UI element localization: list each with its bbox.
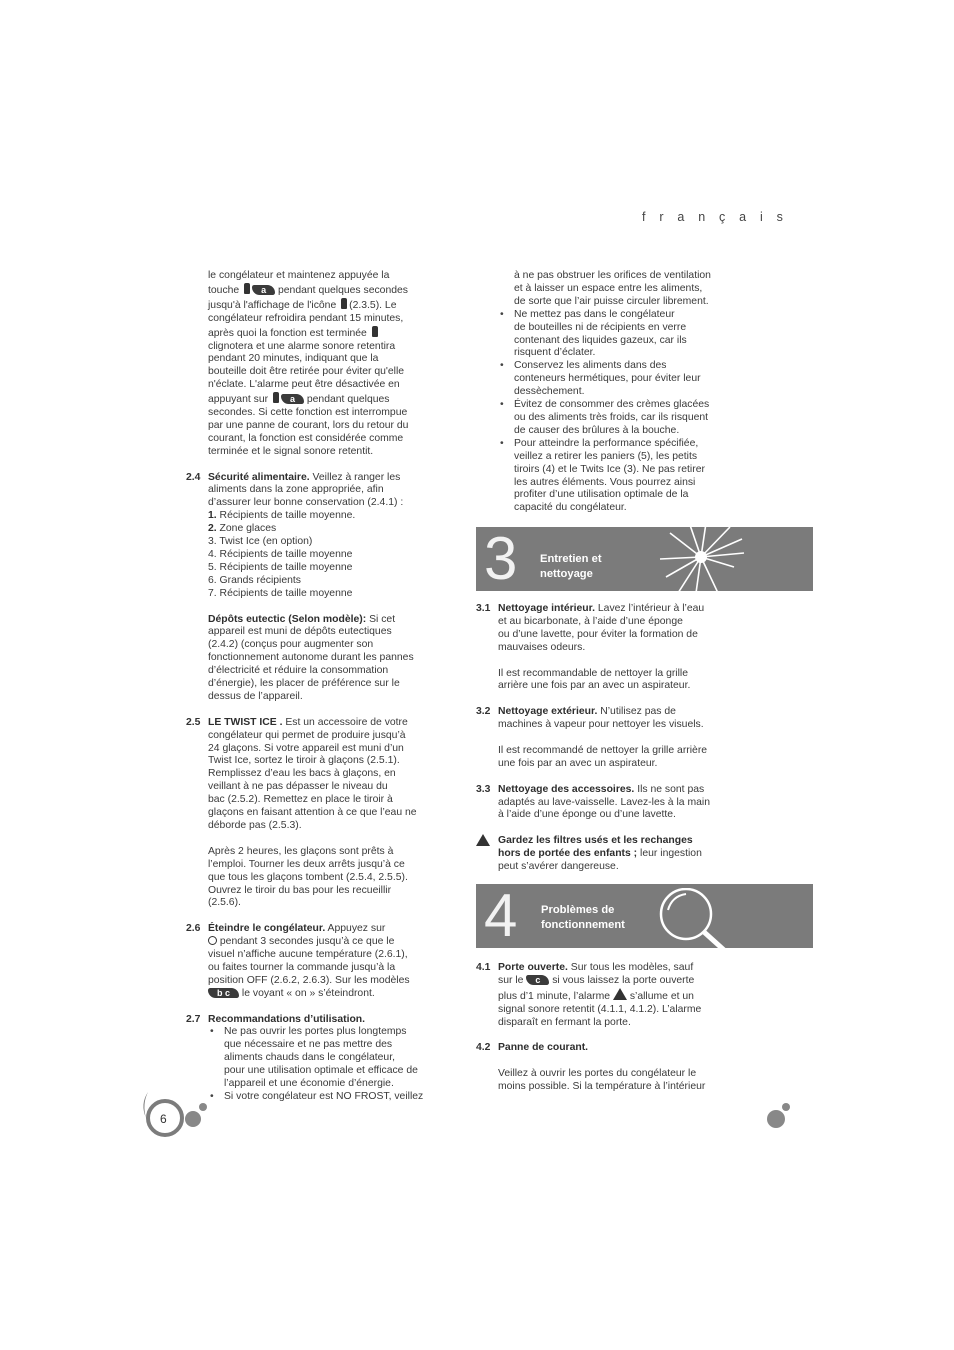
list-item — [208, 549, 436, 562]
text-line: machines à vapeur pour nettoyer les visuels. — [498, 719, 704, 731]
text-line: (2.4.2) (conçus pour augmenter son — [208, 639, 374, 651]
section-2-7 — [186, 1014, 436, 1027]
text-line: à l’aide d’une éponge ou d’une lavette. — [498, 809, 676, 821]
list-item — [208, 536, 436, 549]
text-line: Veillez à ouvrir les portes du congélateur le — [498, 1068, 697, 1080]
item-text: Zone glaces — [216, 523, 277, 535]
text-line: et au bicarbonate, à l’aide d’une éponge — [498, 615, 683, 627]
text-line: • Ne mettez pas dans le congélateur — [514, 308, 675, 320]
text-line: Il est recommandable de nettoyer la grille — [498, 667, 689, 679]
list-item — [208, 523, 436, 536]
section-number: 4.1 — [476, 962, 491, 973]
text-line: terminée et le signal sonore retentit. — [208, 445, 374, 457]
text-span: sur le — [498, 974, 524, 986]
text-line — [208, 936, 436, 949]
text-line: aliments dans la zone appropriée, afin — [208, 484, 384, 496]
text-line: Ouvrez le tiroir du bas pour les recueillir — [208, 884, 392, 896]
item-number: 6. — [208, 574, 217, 586]
text-line: que tous les glaçons tombent (2.5.4, 2.5.5). — [208, 871, 408, 883]
subsection-title: Dépôts eutectic (Selon modèle): — [208, 613, 367, 625]
text-line: visuel n’affiche aucune température (2.6.1), — [208, 949, 408, 961]
text-line: Après 2 heures, les glaçons sont prêts à — [208, 845, 394, 857]
section-number: 3.3 — [476, 783, 491, 795]
text-line: • Pour atteindre la performance spécifiée, — [514, 437, 699, 449]
item-text: Récipients de taille moyenne — [216, 549, 353, 561]
text-line: dessèchement. — [514, 386, 585, 398]
text-line: Twist Ice, sortez le tiroir à glaçons (2.5.1). — [208, 755, 400, 767]
text-line — [498, 975, 726, 988]
item-number: 3. — [208, 536, 217, 548]
text-line — [498, 603, 726, 616]
text-line — [498, 706, 726, 719]
text-span: Veillez à ranger les — [309, 471, 401, 483]
text-line: conteneurs hermétiques, pour éviter leur — [514, 373, 701, 385]
text-span: Appuyez sur — [325, 923, 386, 935]
text-line: risquent d’éclater. — [514, 347, 596, 359]
text-line: moins possible. Si la température à l’intérieur — [498, 1081, 706, 1093]
text-line — [498, 988, 726, 1004]
chapter-title-line: fonctionnement — [541, 919, 625, 931]
list-item — [224, 1091, 436, 1104]
power-icon — [208, 936, 217, 945]
bottle-icon — [341, 298, 347, 309]
text-line: de bouteilles ni de récipients en verre — [514, 321, 687, 333]
text-line — [498, 1042, 726, 1055]
text-line: ou des aliments très froids, car ils risquent — [514, 411, 709, 423]
section-number: 3.2 — [476, 706, 491, 718]
section-number: 2.4 — [186, 471, 201, 483]
text-line — [208, 326, 436, 341]
section-4-content — [476, 962, 726, 1094]
text-line — [208, 283, 436, 298]
text-span: appuyant sur — [208, 394, 269, 406]
recommendations-list — [186, 1026, 436, 1103]
text-line — [208, 472, 436, 485]
page-number: 6 — [160, 1112, 167, 1126]
text-line: d’électricité et réduire la consommation — [208, 665, 389, 677]
text-span: jusqu'à l'affichage de l'icône — [208, 299, 337, 311]
text-line — [208, 1014, 436, 1027]
right-column — [476, 270, 726, 515]
text-line: bouteille doit être retirée pour éviter qu'elle — [208, 366, 405, 378]
text-line: ou d’une lavette, pour éviter la formation de — [498, 628, 698, 640]
text-span: pendant quelques secondes — [278, 284, 408, 296]
text-span: Lavez l’intérieur à l’eau — [595, 603, 705, 614]
section-number: 3.1 — [476, 603, 491, 614]
text-line: n'éclate. L'alarme peut être désactivée en — [208, 379, 400, 391]
text-span: le voyant « on » s’éteindront. — [239, 987, 375, 999]
text-line: et à laisser un espace entre les aliments, — [514, 282, 703, 294]
list-item — [514, 309, 726, 361]
text-span: si vous laissez la porte ouverte — [549, 974, 695, 986]
text-line: veillant à ne pas dépasser le niveau du — [208, 781, 388, 793]
text-line: mauvaises odeurs. — [498, 641, 586, 653]
text-line: adaptés au lave-vaisselle. Lavez-les à la main — [498, 796, 710, 808]
text-line: congélateur refroidira pendant 15 minutes, — [208, 312, 404, 324]
chapter-title — [541, 903, 625, 933]
text-span: s’allume et un — [626, 990, 694, 1002]
text-line: • Conservez les aliments dans des — [514, 360, 667, 372]
text-line: tiroirs (4) et le Twits Ice (3). Ne pas retirer — [514, 463, 705, 475]
text-line: fonctionnement autonome durant les pannes — [208, 652, 414, 664]
text-span: Sur tous les modèles, sauf — [567, 962, 694, 973]
section-title: Recommandations d’utilisation. — [208, 1013, 366, 1025]
button-bc-icon: b c — [208, 988, 239, 998]
button-c-icon: c — [526, 975, 549, 985]
text-line: de sorte que l’air puisse circuler librement. — [514, 295, 709, 307]
section-3-2 — [476, 706, 726, 771]
section-title: Nettoyage extérieur. — [498, 706, 598, 718]
button-a-icon: a — [281, 394, 304, 404]
warning-text: hors de portée des enfants ; — [498, 848, 638, 860]
text-span: Si cet — [366, 613, 396, 625]
text-line: disparaît en fermant la porte. — [498, 1016, 631, 1028]
item-number: 2. — [208, 523, 217, 535]
list-item — [208, 510, 436, 523]
text-line: • Évitez de consommer des crèmes glacées — [514, 399, 710, 411]
text-line: capacité du congélateur. — [514, 502, 627, 514]
text-line: dessus de l’appareil. — [208, 690, 303, 702]
text-span: Est un accessoire de votre — [282, 716, 408, 728]
list-item — [208, 575, 436, 588]
text-line: signal sonore retentit (4.1.1, 4.1.2). L’alarme — [498, 1003, 702, 1015]
section-number: 2.5 — [186, 716, 201, 728]
intro-paragraph — [208, 270, 436, 459]
item-text: Récipients de taille moyenne. — [216, 510, 356, 522]
text-span: (2.3.5). Le — [349, 299, 397, 311]
text-line: veillez a retirer les paniers (5), les petits — [514, 450, 698, 462]
chapter-number: 3 — [484, 527, 518, 591]
text-line: secondes. Si cette fonction est interrompue — [208, 407, 408, 419]
dot-icon — [767, 1110, 785, 1128]
section-number: 2.7 — [186, 1013, 201, 1025]
text-line: arrière une fois par an avec un aspirateur. — [498, 680, 691, 692]
dot-icon — [199, 1103, 207, 1111]
warning-text: Gardez les filtres usés et les rechanges — [498, 835, 693, 847]
text-line: les autres éléments. Vous pourrez ainsi — [514, 476, 696, 488]
text-span: Ils ne sont pas — [634, 783, 705, 795]
text-line — [208, 988, 436, 1001]
section-4-2 — [476, 1042, 726, 1094]
item-number: 1. — [208, 510, 217, 522]
text-line — [208, 717, 436, 730]
section-title: Nettoyage intérieur. — [498, 603, 596, 614]
text-line — [208, 923, 436, 936]
item-text: Récipients de taille moyenne — [216, 561, 353, 573]
text-line — [498, 848, 726, 861]
section-2-6 — [186, 923, 436, 1000]
section-title: Panne de courant. — [498, 1042, 589, 1054]
left-column — [186, 270, 436, 1104]
section-3-3 — [476, 784, 726, 823]
list-item — [224, 1026, 436, 1091]
text-line: pendant 20 minutes, indiquant que la — [208, 353, 379, 365]
text-line: peut s’avérer dangereuse. — [498, 861, 619, 873]
item-number: 5. — [208, 561, 217, 573]
text-line: l’emploi. Tourner les deux arrêts jusqu’à ce — [208, 858, 405, 870]
button-a-icon: a — [252, 285, 275, 295]
magnifier-icon — [656, 888, 736, 948]
section-2-4 — [186, 472, 436, 704]
text-line — [208, 392, 436, 407]
text-line: une fois par an avec un aspirateur. — [498, 757, 658, 769]
item-number: 7. — [208, 587, 217, 599]
chapter-title — [540, 552, 602, 582]
list-item — [208, 588, 436, 601]
text-line: courant, la fonction est considérée comme — [208, 432, 404, 444]
chapter-title-line: Entretien et — [540, 553, 602, 565]
text-line: clignotera et une alarme sonore retentira — [208, 340, 396, 352]
dot-icon — [185, 1111, 201, 1127]
text-line: de causer des brûlures à la bouche. — [514, 424, 680, 436]
text-line: pour une utilisation optimale et efficace de — [224, 1065, 418, 1077]
text-line: l’appareil et une économie d’énergie. — [224, 1078, 394, 1090]
text-span: pendant 3 secondes jusqu’à ce que le — [217, 936, 395, 948]
dot-icon — [782, 1103, 790, 1111]
section-4-1 — [476, 962, 726, 1030]
text-span: pendant quelques — [306, 394, 390, 406]
text-line — [498, 835, 726, 848]
text-line: congélateur qui permet de produire jusqu’à — [208, 729, 406, 741]
section-4-banner — [476, 884, 813, 948]
text-line: bac (2.5.2). Remettez en place le tiroir à — [208, 794, 393, 806]
item-text: Grands récipients — [216, 574, 301, 586]
text-line: profiter d’une utilisation optimale de la — [514, 489, 689, 501]
warning-icon — [476, 834, 490, 850]
bottle-icon — [372, 326, 378, 337]
alarm-icon — [613, 988, 627, 1000]
text-line: Il est recommandé de nettoyer la grille arrière — [498, 744, 708, 756]
text-line: le congélateur et maintenez appuyée la — [208, 270, 390, 281]
bottle-icon — [273, 392, 279, 403]
text-span: après quoi la fonction est terminée — [208, 327, 367, 339]
text-line: • Si votre congélateur est NO FROST, veillez — [224, 1091, 424, 1102]
text-line: Remplissez d’eau les bacs à glaçons, en — [208, 768, 396, 780]
section-title: Éteindre le congélateur. — [208, 923, 326, 935]
section-title: Nettoyage des accessoires. — [498, 783, 635, 795]
text-span: plus d’1 minute, l’alarme — [498, 990, 611, 1002]
text-line — [208, 614, 436, 627]
text-line: à ne pas obstruer les orifices de ventilation — [514, 270, 711, 281]
text-line: appareil est muni de dépôts eutectiques — [208, 626, 392, 638]
text-line: 24 glaçons. Si votre appareil est muni d’un — [208, 742, 404, 754]
list-item — [514, 438, 726, 515]
advice-list — [476, 309, 726, 516]
text-line: (2.5.6). — [208, 897, 241, 909]
text-line: d’assurer leur bonne conservation (2.4.1) : — [208, 497, 404, 509]
section-3-1 — [476, 603, 726, 693]
section-3-content — [476, 603, 726, 874]
list-item — [514, 360, 726, 399]
text-span: touche — [208, 284, 240, 296]
warning-note — [476, 835, 726, 874]
section-number: 2.6 — [186, 923, 201, 935]
sparkle-icon — [656, 527, 746, 591]
text-line: déborde pas (2.5.3). — [208, 820, 302, 832]
section-2-5 — [186, 717, 436, 911]
list-item — [208, 562, 436, 575]
bottle-icon — [244, 283, 250, 294]
text-line: aliments chauds dans le congélateur, — [224, 1052, 395, 1064]
section-number: 4.2 — [476, 1042, 491, 1054]
section-title: Sécurité alimentaire. — [208, 471, 310, 483]
chapter-title-line: nettoyage — [540, 568, 593, 580]
text-line: d’énergie), les placer de préférence sur le — [208, 678, 400, 690]
text-span: leur ingestion — [637, 848, 702, 860]
section-title: LE TWIST ICE . — [208, 716, 283, 728]
chapter-number: 4 — [484, 884, 518, 948]
text-line — [208, 298, 436, 313]
chapter-title-line: Problèmes de — [541, 904, 615, 916]
text-line: par une panne de courant, lors du retour du — [208, 419, 409, 431]
item-text: Récipients de taille moyenne — [216, 587, 353, 599]
text-span: N’utilisez pas de — [597, 706, 676, 718]
text-line — [498, 962, 726, 975]
language-label: f r a n ç a i s — [642, 210, 789, 224]
text-line: ou faites tourner la commande jusqu’à la — [208, 961, 396, 973]
text-line: que nécessaire et ne pas mettre des — [224, 1039, 393, 1051]
section-3-banner — [476, 527, 813, 591]
item-text: Twist Ice (en option) — [216, 536, 313, 548]
text-line: contenant des liquides gazeux, car ils — [514, 334, 687, 346]
list-item — [514, 399, 726, 438]
section-title: Porte ouverte. — [498, 962, 568, 973]
text-line: • Ne pas ouvrir les portes plus longtemps — [224, 1026, 407, 1038]
item-number: 4. — [208, 549, 217, 561]
text-line — [498, 784, 726, 797]
text-line: position OFF (2.6.2, 2.6.3). Sur les modèles — [208, 974, 410, 986]
text-line: glaçons en faisant attention à ce que l’eau ne — [208, 807, 417, 819]
continued-paragraph — [514, 270, 726, 309]
